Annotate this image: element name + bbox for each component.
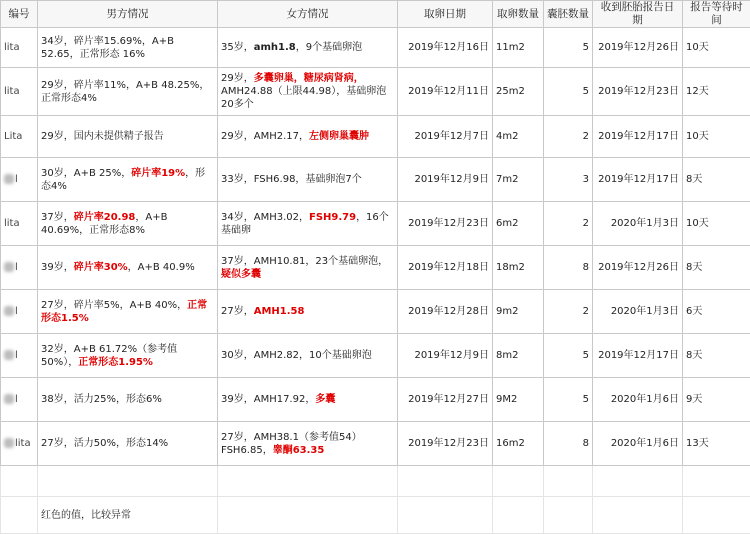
blastocyst-count-cell: 5 — [544, 68, 593, 116]
report-date-cell: 2019年12月26日 — [593, 246, 683, 290]
female-info-cell — [218, 158, 398, 202]
text-segment: 29岁，AMH2.17， — [221, 131, 309, 142]
text-segment: 35岁， — [221, 42, 254, 53]
redacted-mark — [4, 306, 14, 316]
blastocyst-count-cell: 2 — [544, 290, 593, 334]
egg-count-cell: 9m2 — [493, 290, 544, 334]
blastocyst-count-cell: 8 — [544, 422, 593, 466]
table-row — [1, 28, 750, 68]
report-date-cell: 2019年12月26日 — [593, 28, 683, 68]
patient-id-cell — [1, 246, 38, 290]
male-info-cell — [38, 246, 218, 290]
text-segment: ，A+B 40.9% — [128, 262, 195, 273]
retrieval-date-cell: 2019年12月27日 — [398, 378, 493, 422]
table-row — [1, 290, 750, 334]
header-retrieval-date: 取卵日期 — [398, 1, 493, 28]
table-row — [1, 68, 750, 116]
report-date-cell: 2019年12月17日 — [593, 158, 683, 202]
header-wait-time: 报告等待时间 — [683, 1, 750, 28]
female-info-cell — [218, 290, 398, 334]
note-row — [1, 497, 750, 534]
report-date-cell: 2020年1月6日 — [593, 378, 683, 422]
text-segment: ，9个基础卵泡 — [296, 42, 362, 53]
table-row — [1, 378, 750, 422]
egg-count-cell: 16m2 — [493, 422, 544, 466]
report-date-cell: 2020年1月3日 — [593, 202, 683, 246]
patient-id: l — [15, 306, 18, 317]
empty-row — [1, 466, 750, 497]
header-id: 编号 — [1, 1, 38, 28]
text-segment: AMH24.88（上限44.98），基础卵泡20多个 — [221, 86, 386, 110]
text-segment: 27岁，AMH38.1（参考值54）FSH6.85， — [221, 432, 362, 456]
text-segment: 30岁，A+B 25%， — [41, 168, 131, 179]
female-info-cell — [218, 334, 398, 378]
wait-time-cell: 10天 — [683, 28, 750, 68]
egg-count-cell: 11m2 — [493, 28, 544, 68]
patient-id: lita — [4, 86, 20, 97]
female-info-cell — [218, 68, 398, 116]
redacted-mark — [4, 350, 14, 360]
retrieval-date-cell: 2019年12月11日 — [398, 68, 493, 116]
abnormal-value: 碎片率30% — [74, 262, 128, 273]
male-info-cell — [38, 202, 218, 246]
wait-time-cell: 8天 — [683, 334, 750, 378]
abnormal-value: 碎片率19% — [131, 168, 185, 179]
text-segment: 38岁，活力25%，形态6% — [41, 394, 162, 405]
patient-id: lita — [15, 438, 31, 449]
redacted-mark — [4, 394, 14, 404]
text-segment: 29岁，国内未提供精子报告 — [41, 131, 164, 142]
blastocyst-count-cell: 8 — [544, 246, 593, 290]
egg-count-cell: 9M2 — [493, 378, 544, 422]
text-segment: 34岁，碎片率15.69%，A+B 52.65，正常形态 16% — [41, 36, 174, 60]
patient-id: l — [15, 174, 18, 185]
patient-id-cell — [1, 202, 38, 246]
patient-id-cell — [1, 116, 38, 158]
wait-time-cell: 10天 — [683, 202, 750, 246]
patient-id: Lita — [4, 131, 22, 142]
patient-id: lita — [4, 218, 20, 229]
female-info-cell — [218, 246, 398, 290]
table-row — [1, 246, 750, 290]
blastocyst-count-cell: 5 — [544, 334, 593, 378]
retrieval-date-cell: 2019年12月9日 — [398, 334, 493, 378]
text-segment: 37岁， — [41, 212, 74, 223]
patient-id: lita — [4, 42, 20, 53]
retrieval-date-cell: 2019年12月28日 — [398, 290, 493, 334]
retrieval-date-cell: 2019年12月23日 — [398, 422, 493, 466]
abnormal-value: 正常形态1.95% — [78, 357, 153, 368]
retrieval-date-cell: 2019年12月16日 — [398, 28, 493, 68]
retrieval-date-cell: 2019年12月18日 — [398, 246, 493, 290]
patient-id-cell — [1, 334, 38, 378]
patient-id-cell — [1, 68, 38, 116]
retrieval-date-cell: 2019年12月9日 — [398, 158, 493, 202]
blastocyst-count-cell: 2 — [544, 116, 593, 158]
header-report-date: 收到胚胎报告日期 — [593, 1, 683, 28]
table-row — [1, 116, 750, 158]
egg-count-cell: 25m2 — [493, 68, 544, 116]
abnormal-value: 左侧卵巢囊肿 — [309, 131, 369, 142]
egg-count-cell: 4m2 — [493, 116, 544, 158]
report-date-cell: 2020年1月3日 — [593, 290, 683, 334]
female-info-cell — [218, 202, 398, 246]
header-female: 女方情况 — [218, 1, 398, 28]
patient-id: l — [15, 262, 18, 273]
table-row — [1, 422, 750, 466]
header-male: 男方情况 — [38, 1, 218, 28]
table-row — [1, 158, 750, 202]
text-segment: 29岁， — [221, 73, 254, 84]
patient-id-cell — [1, 28, 38, 68]
wait-time-cell: 6天 — [683, 290, 750, 334]
text-segment: ，形态4% — [41, 168, 205, 192]
abnormal-value: 睾酮63.35 — [273, 445, 325, 456]
male-info-cell — [38, 116, 218, 158]
abnormal-value: FSH9.79 — [309, 212, 356, 223]
egg-count-cell: 8m2 — [493, 334, 544, 378]
abnormal-value: 正常形态1.5% — [41, 300, 207, 324]
wait-time-cell: 13天 — [683, 422, 750, 466]
male-info-cell — [38, 68, 218, 116]
abnormal-value: 多囊 — [315, 394, 335, 405]
header-egg-count: 取卵数量 — [493, 1, 544, 28]
redacted-mark — [4, 262, 14, 272]
table-row — [1, 334, 750, 378]
text-segment: 27岁，活力50%，形态14% — [41, 438, 168, 449]
patient-id-cell — [1, 422, 38, 466]
patient-id-cell — [1, 158, 38, 202]
male-info-cell — [38, 334, 218, 378]
report-date-cell: 2019年12月17日 — [593, 116, 683, 158]
male-info-cell — [38, 28, 218, 68]
egg-count-cell: 18m2 — [493, 246, 544, 290]
patient-id-cell — [1, 290, 38, 334]
patient-id-cell — [1, 378, 38, 422]
note-text: 红色的值，比较异常 — [38, 497, 218, 534]
abnormal-value: 多囊卵巢，糖尿病肾病， — [254, 73, 364, 84]
male-info-cell — [38, 378, 218, 422]
blastocyst-count-cell: 5 — [544, 378, 593, 422]
header-row — [1, 1, 750, 28]
text-segment: ，A+B 40.69%，正常形态8% — [41, 212, 167, 236]
abnormal-value: AMH1.58 — [254, 306, 305, 317]
text-segment: 27岁， — [221, 306, 254, 317]
blastocyst-count-cell: 3 — [544, 158, 593, 202]
abnormal-value: 疑似多囊 — [221, 269, 261, 280]
wait-time-cell: 8天 — [683, 246, 750, 290]
text-segment: 30岁，AMH2.82，10个基础卵泡 — [221, 350, 372, 361]
blastocyst-count-cell: 5 — [544, 28, 593, 68]
wait-time-cell: 9天 — [683, 378, 750, 422]
redacted-mark — [4, 174, 14, 184]
redacted-mark — [4, 438, 14, 448]
text-segment: 39岁， — [41, 262, 74, 273]
female-info-cell — [218, 378, 398, 422]
text-segment: 37岁，AMH10.81，23个基础卵泡， — [221, 256, 388, 267]
text-segment: 34岁，AMH3.02， — [221, 212, 309, 223]
abnormal-value: 碎片率20.98 — [74, 212, 136, 223]
female-info-cell — [218, 116, 398, 158]
text-segment: 33岁，FSH6.98，基础卵泡7个 — [221, 174, 362, 185]
male-info-cell — [38, 290, 218, 334]
text-segment: ，16个基础卵 — [221, 212, 389, 236]
table-row — [1, 202, 750, 246]
header-blastocyst-count: 囊胚数量 — [544, 1, 593, 28]
text-segment: 32岁，A+B 61.72%（参考值50%）， — [41, 344, 177, 368]
female-info-cell — [218, 28, 398, 68]
patient-id: l — [15, 394, 18, 405]
male-info-cell — [38, 422, 218, 466]
report-date-cell: 2020年1月6日 — [593, 422, 683, 466]
wait-time-cell: 12天 — [683, 68, 750, 116]
retrieval-date-cell: 2019年12月23日 — [398, 202, 493, 246]
text-segment: 39岁，AMH17.92， — [221, 394, 315, 405]
table-body — [1, 28, 750, 466]
text-segment: 27岁，碎片率5%，A+B 40%， — [41, 300, 187, 311]
patient-id: l — [15, 350, 18, 361]
blastocyst-count-cell: 2 — [544, 202, 593, 246]
male-info-cell — [38, 158, 218, 202]
egg-count-cell: 7m2 — [493, 158, 544, 202]
egg-count-cell: 6m2 — [493, 202, 544, 246]
wait-time-cell: 10天 — [683, 116, 750, 158]
text-segment: 29岁，碎片率11%，A+B 48.25%，正常形态4% — [41, 80, 209, 104]
retrieval-date-cell: 2019年12月7日 — [398, 116, 493, 158]
wait-time-cell: 8天 — [683, 158, 750, 202]
female-info-cell — [218, 422, 398, 466]
report-date-cell: 2019年12月17日 — [593, 334, 683, 378]
text-segment: amh1.8 — [254, 42, 296, 53]
report-date-cell: 2019年12月23日 — [593, 68, 683, 116]
